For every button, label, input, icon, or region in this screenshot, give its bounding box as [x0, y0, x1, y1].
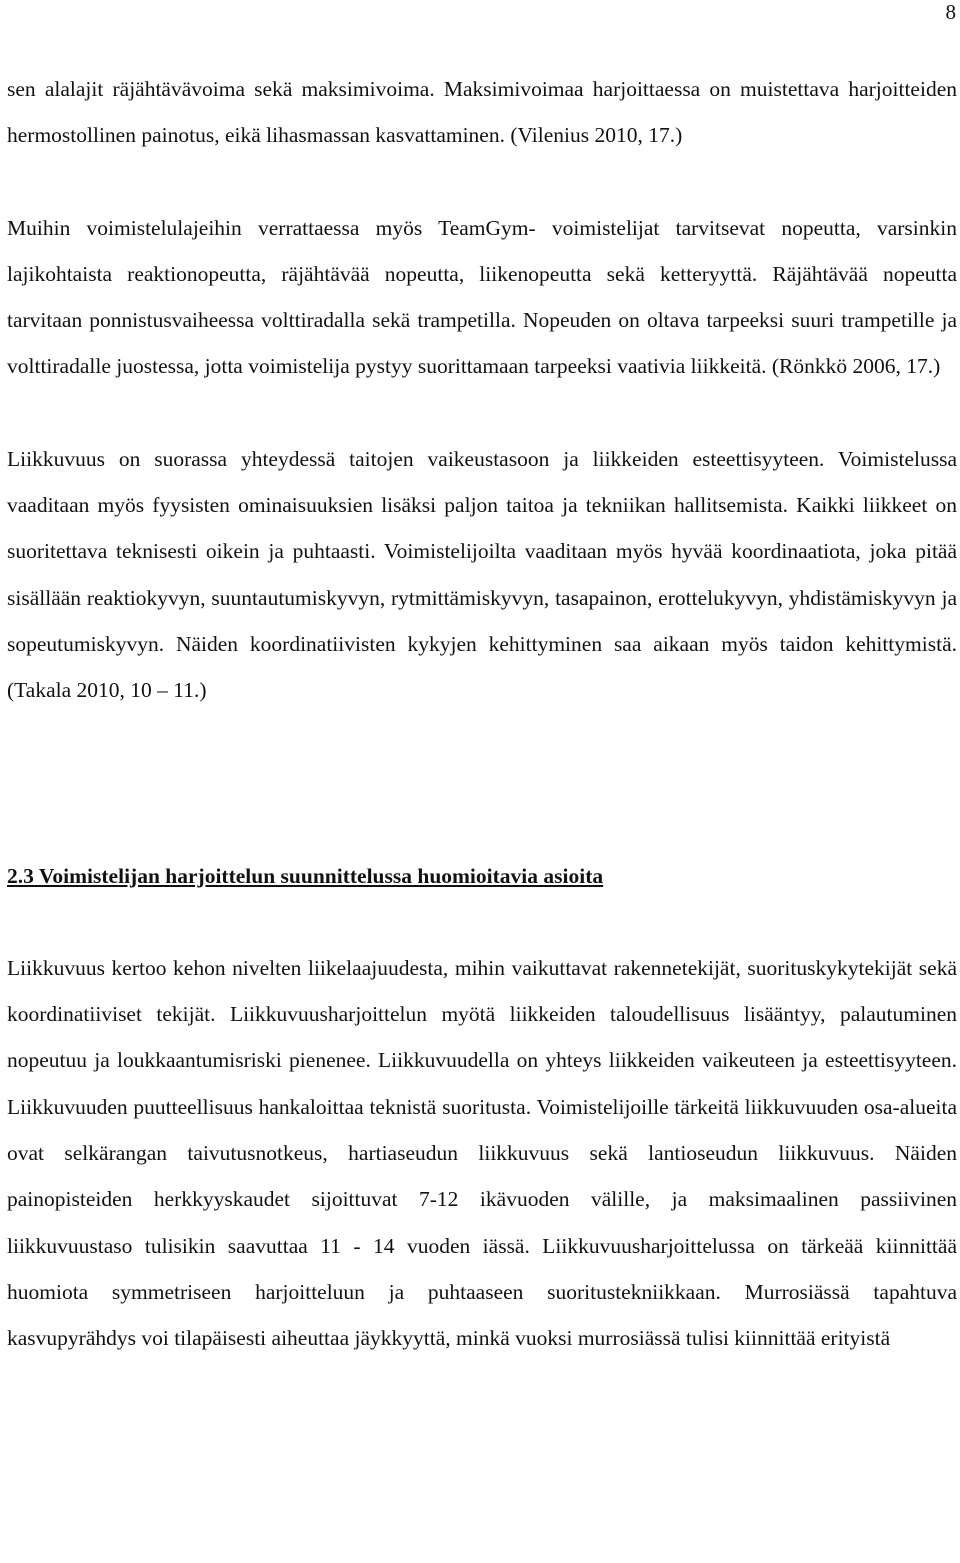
document-body: [7, 66, 957, 1362]
paragraph-speed: Muihin voimistelulajeihin verrattaessa myös TeamGym- voimistelijat tarvitsevat nopeutta, varsinkin lajikohtaista reaktionopeutta, räjähtävää nopeutta, liikenopeutta sekä ketteryyttä. Räjähtävää nopeutta tarvitaan ponnistusvaiheessa volttiradalla sekä trampetilla. Nopeuden on oltava tarpeeksi suuri trampetille ja volttiradalle juostessa, jotta voimistelija pystyy suorittamaan tarpeeksi vaativia liikkeitä. (Rönkkö 2006, 17.): [7, 215, 957, 379]
paragraph-strength: sen alalajit räjähtävävoima sekä maksimivoima. Maksimivoimaa harjoittaessa on muistettava harjoitteiden hermostollinen painotus, eikä lihasmassan kasvattaminen. (Vilenius 2010, 17.): [7, 77, 957, 148]
paragraph-mobility-coordination: Liikkuvuus on suorassa yhteydessä taitojen vaikeustasoon ja liikkeiden esteettisyyteen. Voimistelussa vaaditaan myös fyysisten ominaisuuksien lisäksi paljon taitoa ja tekniikan hallitsemista. Kaikki liikkeet on suoritettava teknisesti oikein ja puhtaasti. Voimistelijoilta vaaditaan myös hyvää koordinaatiota, joka pitää sisällään reaktiokyvyn, suuntautumiskyvyn, rytmittämiskyvyn, tasapainon, erottelukyvyn, yhdistämiskyvyn ja sopeutumiskyvyn. Näiden koordinatiivisten kykyjen kehittyminen saa aikaan myös taidon kehittymistä. (Takala 2010, 10 – 11.): [7, 446, 957, 703]
section-heading: 2.3 Voimistelijan harjoittelun suunnittelussa huomioitavia asioita: [7, 863, 604, 888]
page-number: 8: [945, 0, 956, 24]
paragraph-flexibility: Liikkuvuus kertoo kehon nivelten liikelaajuudesta, mihin vaikuttavat rakennetekijät, suorituskykytekijät sekä koordinatiiviset tekijät. Liikkuvuusharjoittelun myötä liikkeiden taloudellisuus lisääntyy, palautuminen nopeutuu ja loukkaantumisriski pienenee. Liikkuvuudella on yhteys liikkeiden vaikeuteen ja esteettisyyteen. Liikkuvuuden puutteellisuus hankaloittaa teknistä suoritusta. Voimistelijoille tärkeitä liikkuvuuden osa-alueita ovat selkärangan taivutusnotkeus, hartiaseudun liikkuvuus sekä lantioseudun liikkuvuus. Näiden painopisteiden herkkyyskaudet sijoittuvat 7-12 ikävuoden välille, ja maksimaalinen passiivinen liikkuvuustaso tulisikin saavuttaa 11 - 14 vuoden iässä. Liikkuvuusharjoittelussa on tärkeää kiinnittää huomiota symmetriseen harjoitteluun ja puhtaaseen suoritustekniikkaan. Murrosiässä tapahtuva kasvupyrähdys voi tilapäisesti aiheuttaa jäykkyyttä, minkä vuoksi murrosiässä tulisi kiinnittää erityistä: [7, 955, 957, 1351]
